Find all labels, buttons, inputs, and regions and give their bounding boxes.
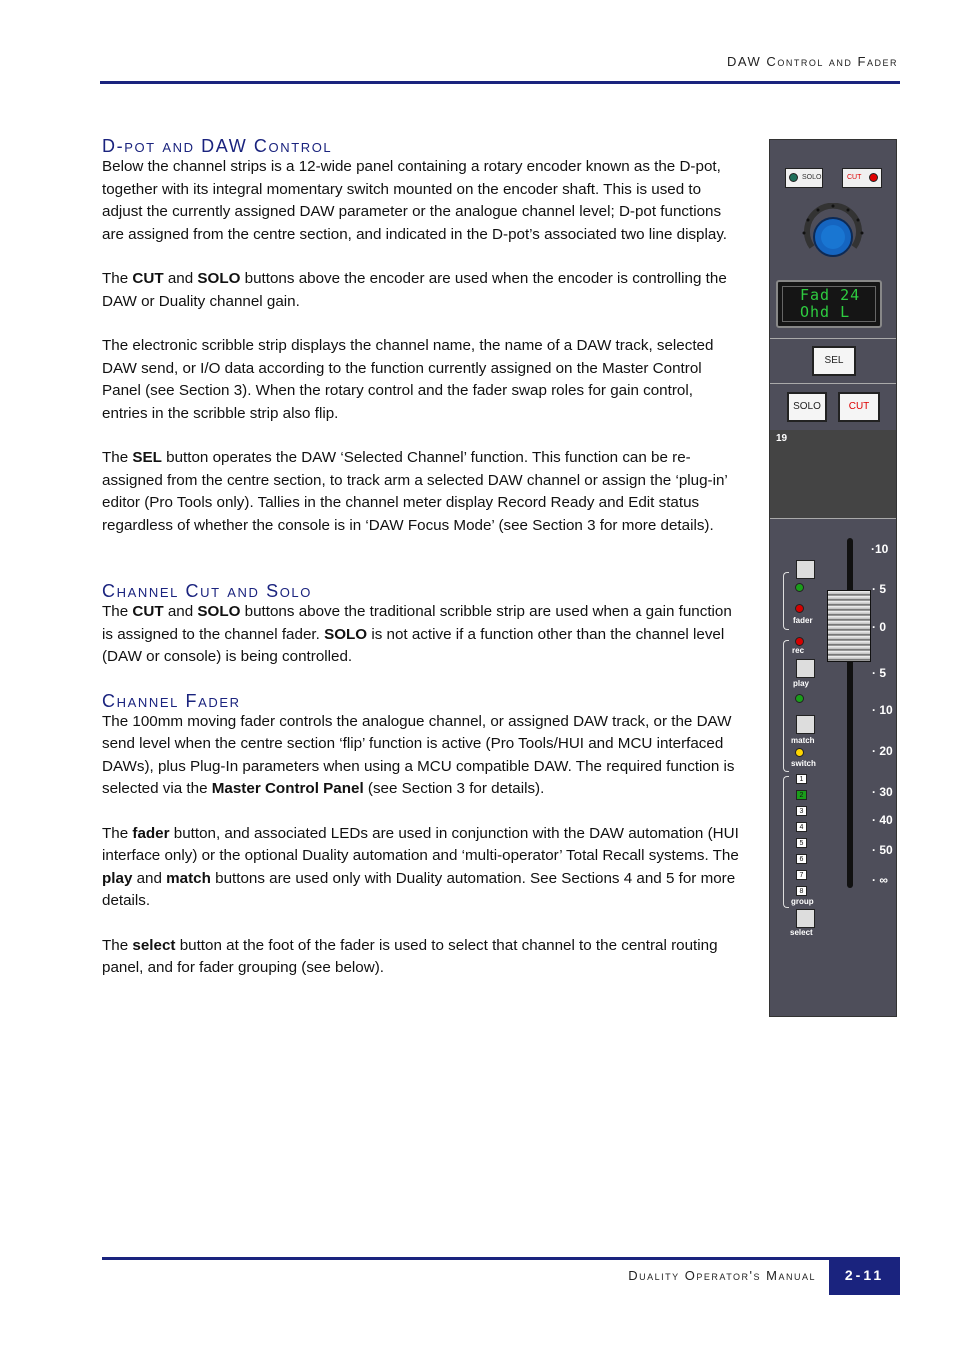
group-number: 1 bbox=[796, 774, 807, 784]
body-text bbox=[102, 136, 742, 1002]
select-label: select bbox=[790, 928, 813, 937]
scale-label: · ∞ bbox=[872, 873, 888, 887]
top-cut-label: CUT bbox=[847, 174, 862, 181]
bold-term: SEL bbox=[132, 449, 162, 466]
bold-term: match bbox=[166, 869, 211, 887]
display-line-1: Fad 24 bbox=[800, 286, 861, 304]
text-run: The bbox=[102, 603, 133, 620]
footer-rule bbox=[102, 1257, 900, 1260]
para-dpot-2 bbox=[102, 268, 742, 313]
para-fader-1 bbox=[102, 711, 742, 801]
bold-term: CUT bbox=[132, 603, 164, 620]
fader-led-red bbox=[795, 604, 804, 613]
para-dpot-3: The electronic scribble strip displays the channel name, the name of a DAW track, selected DAW send, or I/O data according to the function currently assigned on the Master Control Panel (see Section 3). When the rotary control and the fader swap roles for gain control, entries in the scribble strip also flip. bbox=[102, 337, 714, 422]
text-run: The bbox=[102, 936, 133, 954]
para-fader-2 bbox=[102, 823, 742, 913]
running-header: DAW Control and Fader bbox=[726, 54, 898, 69]
match-button[interactable] bbox=[796, 715, 815, 734]
scale-label: · 20 bbox=[872, 744, 893, 758]
scale-label: · 30 bbox=[872, 785, 893, 799]
bold-term: SOLO bbox=[324, 625, 368, 643]
scale-label: ·10 bbox=[871, 542, 889, 556]
fader-cap[interactable] bbox=[827, 590, 871, 662]
solo-led bbox=[789, 173, 798, 182]
rec-led bbox=[795, 637, 804, 646]
bold-term: select bbox=[132, 936, 176, 954]
fader-label: fader bbox=[793, 616, 813, 625]
page-number: 2-11 bbox=[829, 1258, 900, 1295]
footer-title: Duality Operator's Manual bbox=[628, 1268, 816, 1283]
para-dpot-4 bbox=[102, 447, 742, 537]
switch-label: switch bbox=[791, 759, 816, 768]
scale-label: · 5 bbox=[872, 666, 887, 680]
channel-strip-illustration bbox=[769, 139, 897, 1017]
text-run: The bbox=[102, 270, 133, 287]
scale-label: · 50 bbox=[872, 843, 893, 857]
channel-number: 19 bbox=[776, 433, 788, 444]
text-run: and bbox=[132, 869, 167, 887]
match-led bbox=[795, 748, 804, 757]
top-cut-button[interactable] bbox=[842, 168, 882, 188]
group-number: 3 bbox=[796, 806, 807, 816]
scale-label: · 40 bbox=[872, 813, 893, 827]
sel-button[interactable]: SEL bbox=[812, 346, 856, 376]
scale-label: · 0 bbox=[872, 620, 887, 634]
select-button[interactable] bbox=[796, 909, 815, 928]
group-number: 5 bbox=[796, 838, 807, 848]
bold-term: play bbox=[102, 869, 133, 887]
match-label: match bbox=[791, 736, 815, 745]
display-line-2: Ohd L bbox=[800, 303, 851, 321]
group-number: 8 bbox=[796, 886, 807, 896]
bold-term: Master Control Panel bbox=[211, 780, 364, 797]
text-run: buttons are used only with Duality automation. See Sections 4 and 5 for more details. bbox=[102, 869, 736, 909]
text-run: The bbox=[102, 449, 133, 466]
bold-term: SOLO bbox=[197, 603, 241, 620]
para-dpot-1: Below the channel strips is a 12-wide panel containing a rotary encoder known as the D-pot, together with its integral momentary switch mounted on the encoder shaft. This is used to adjust the currently assigned DAW parameter or the analogue channel level; D-pot functions are assigned from the centre section, and indicated in the D-pot’s associated two line display. bbox=[102, 158, 728, 243]
group-number: 4 bbox=[796, 822, 807, 832]
text-run: buttons above the encoder are used when the encoder is controlling the DAW or Duality channel gain. bbox=[102, 270, 727, 310]
text-run: button, and associated LEDs are used in conjunction with the DAW automation (HUI interface only) or the optional Duality automation and ‘multi-operator’ Total Recall systems. The bbox=[102, 824, 739, 864]
group-number: 2 bbox=[796, 790, 807, 800]
text-run: The bbox=[102, 824, 133, 842]
dpot-knob-icon[interactable] bbox=[798, 203, 868, 265]
bold-term: fader bbox=[132, 824, 170, 842]
scale-label: · 5 bbox=[872, 582, 887, 596]
para-fader-3 bbox=[102, 935, 742, 980]
group-number: 7 bbox=[796, 870, 807, 880]
play-button[interactable] bbox=[796, 659, 815, 678]
top-solo-label: SOLO bbox=[802, 174, 822, 181]
text-run: is not active if a function other than the channel level (DAW or console) is being controlled. bbox=[102, 625, 725, 665]
text-run: (see Section 3 for details). bbox=[363, 780, 545, 797]
scribble-strip bbox=[770, 430, 896, 518]
text-run: and bbox=[163, 603, 198, 620]
heading-dpot: D-pot and DAW Control bbox=[102, 136, 333, 156]
top-solo-button[interactable] bbox=[785, 168, 823, 188]
group-number: 6 bbox=[796, 854, 807, 864]
header-rule bbox=[100, 81, 900, 84]
cut-led bbox=[869, 173, 878, 182]
heading-fader: Channel Fader bbox=[102, 690, 241, 711]
dpot-display bbox=[776, 280, 882, 328]
bold-term: SOLO bbox=[197, 270, 241, 287]
text-run: button operates the DAW ‘Selected Channel’ function. This function can be re-assigned from the centre section, to track arm a selected DAW channel or assign the ‘plug-in’ editor (Pro Tools only). Tallies in the channel meter display Record Ready and Edit status regardless of whether the console is in ‘DAW Focus Mode’ (see Section 3 for more details). bbox=[102, 449, 728, 534]
fader-led-green bbox=[795, 583, 804, 592]
solo-button[interactable]: SOLO bbox=[787, 392, 827, 422]
text-run: and bbox=[163, 270, 198, 287]
heading-cutsolo: Channel Cut and Solo bbox=[102, 581, 312, 601]
fader-button[interactable] bbox=[796, 560, 815, 579]
para-cutsolo-1 bbox=[102, 601, 742, 669]
text-run: The 100mm moving fader controls the analogue channel, or assigned DAW track, or the DAW send level when the centre section ‘flip’ function is active (Pro Tools/HUI and MCU interfaced DAWs), plus Plug-In parameters when using a MCU compatible DAW. The required function is selected via the bbox=[102, 712, 735, 797]
bold-term: CUT bbox=[132, 270, 164, 287]
text-run: button at the foot of the fader is used to select that channel to the central routing panel, and for fader grouping (see below). bbox=[102, 936, 718, 976]
rec-label: rec bbox=[792, 646, 805, 655]
play-label: play bbox=[793, 679, 810, 688]
play-led bbox=[795, 694, 804, 703]
cut-button[interactable]: CUT bbox=[838, 392, 880, 422]
scale-label: · 10 bbox=[872, 703, 893, 717]
text-run: buttons above the traditional scribble strip are used when a gain function is assigned to the channel fader. bbox=[102, 603, 732, 643]
group-label: group bbox=[791, 897, 814, 906]
